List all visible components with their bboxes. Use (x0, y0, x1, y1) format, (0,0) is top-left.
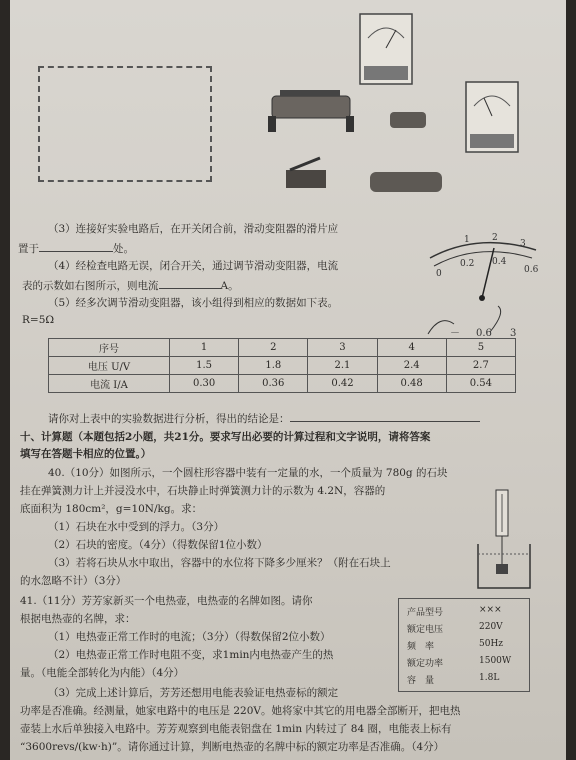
rheostat-icon (268, 90, 354, 132)
dial-scale-0: 0 (436, 269, 442, 279)
exam-page (10, 0, 566, 760)
dial-needle (482, 248, 494, 298)
ammeter-icon (466, 82, 518, 152)
q39-part5-text: （5）经多次调节滑动变阻器，该小组得到相应的数据如下表。 (48, 297, 339, 309)
nameplate-row: 额定电压 220V (407, 622, 503, 635)
q39-part4-answer-line: 表的示数如右图所示，则电流 A。 (22, 277, 239, 293)
voltmeter-icon (360, 14, 412, 84)
measurement-table (48, 338, 516, 393)
table-cell: 2.4 (377, 357, 446, 375)
q41-line: “3600revs/(kw·h)”。请你通过计算，判断电热壶的名牌中标的额定功率是否准确。（4分） (20, 741, 445, 753)
switch-icon (286, 158, 326, 188)
nameplate-row: 频 率 50Hz (407, 639, 504, 652)
table-cell: 2.7 (446, 357, 515, 375)
dial-top-label-1: 1 (464, 235, 470, 245)
q41-line: 根据电热壶的名牌，求： (20, 613, 136, 625)
resistance-value: R=5Ω (22, 314, 55, 326)
nameplate-row: 容 量 1.8L (407, 673, 500, 686)
kettle-nameplate (398, 598, 530, 692)
q41-line: 功率是否准确。经测量，她家电路中的电压是 220V。她将家中其它的用电器全部断开，把电热 (20, 705, 461, 717)
table-cell: 2 (239, 339, 308, 357)
q40-line: （3）若将石块从水中取出，容器中的水位将下降多少厘米？（附在石块上 (48, 557, 391, 569)
table-cell: 电压 U/V (49, 357, 170, 375)
ammeter-dial-diagram (410, 228, 560, 342)
apparatus-illustration (250, 8, 550, 198)
q40-line: 挂在弹簧测力计上并浸没水中，石块静止时弹簧测力计的示数为 4.2N，容器的 (20, 485, 386, 497)
q40-line: 40.（10分）如图所示，一个圆柱形容器中装有一定量的水，一个质量为 780g 的石块 (48, 467, 448, 479)
table-row (49, 339, 516, 357)
q41-line: （1）电热壶正常工作时的电流；（3分）（得数保留2位小数） (48, 631, 331, 643)
dial-scale-04: 0.4 (492, 257, 507, 267)
resistor-icon (390, 112, 426, 128)
nameplate-row: 产品型号 ××× (407, 605, 502, 618)
table-cell: 1 (170, 339, 239, 357)
conclusion-prompt: 请你对上表中的实验数据进行分析，得出的结论是： (48, 410, 480, 426)
q41-line: 量。（电能全部转化为内能）（4分） (20, 667, 185, 679)
section-heading: 十、计算题（本题包括2小题，共21分。要求写出必要的计算过程和文字说明，请将答案 (20, 431, 431, 443)
q40-line: （1）石块在水中受到的浮力。（3分） (48, 521, 225, 533)
nameplate-row: 额定功率 1500W (407, 656, 512, 669)
q39-part3-answer-line: 置于 处。 (18, 240, 134, 256)
table-cell: 序号 (49, 339, 170, 357)
spring-scale-container-diagram (474, 488, 534, 592)
q39-part3-text: （3）连接好实验电路后，在开关闭合前，滑动变阻器的滑片应 (48, 223, 339, 235)
stone-icon (496, 564, 508, 574)
battery-icon (370, 172, 442, 192)
q39-part4-text: （4）经检查电路无误，闭合开关，通过调节滑动变阻器，电流 (48, 260, 339, 272)
table-cell: 0.30 (170, 375, 239, 393)
q40-line: （2）石块的密度。（4分）（得数保留1位小数） (48, 539, 268, 551)
q41-line: （2）电热壶正常工作时电阻不变，求1min内电热壶产生的热 (48, 649, 334, 661)
section-heading-cont: 填写在答题卡相应的位置。） (20, 448, 152, 460)
table-cell: 1.5 (170, 357, 239, 375)
table-cell: 0.42 (308, 375, 377, 393)
table-row (49, 357, 516, 375)
q41-line: （3）完成上述计算后，芳芳还想用电能表验证电热壶标的额定 (48, 687, 339, 699)
dial-top-label-2: 2 (492, 233, 498, 243)
dial-scale-06: 0.6 (524, 265, 539, 275)
table-cell: 1.8 (239, 357, 308, 375)
terminal-06: 0.6 (476, 328, 492, 339)
table-cell: 电流 I/A (49, 375, 170, 393)
table-cell: 2.1 (308, 357, 377, 375)
table-cell: 3 (308, 339, 377, 357)
q40-line: 底面积为 180cm²，g=10N/kg。求： (20, 503, 203, 515)
circuit-drawing-box (38, 66, 212, 182)
table-cell: 0.48 (377, 375, 446, 393)
table-cell: 4 (377, 339, 446, 357)
table-cell: 0.36 (239, 375, 308, 393)
terminal-3: 3 (510, 328, 517, 339)
table-cell: 0.54 (446, 375, 515, 393)
table-row (49, 375, 516, 393)
dial-scale-02: 0.2 (460, 259, 475, 269)
q41-line: 壶装上水后单独接入电路中。芳芳观察到电能表铝盘在 1min 内转过了 84 圈，电能表上标有 (20, 723, 452, 735)
table-cell: 5 (446, 339, 515, 357)
terminal-negative: － (450, 328, 460, 339)
q40-line: 的水忽略不计）（3分） (20, 575, 127, 587)
q41-line: 41.（11分）芳芳家新买一个电热壶，电热壶的名牌如图。请你 (20, 595, 313, 607)
dial-top-label-3: 3 (520, 239, 526, 249)
